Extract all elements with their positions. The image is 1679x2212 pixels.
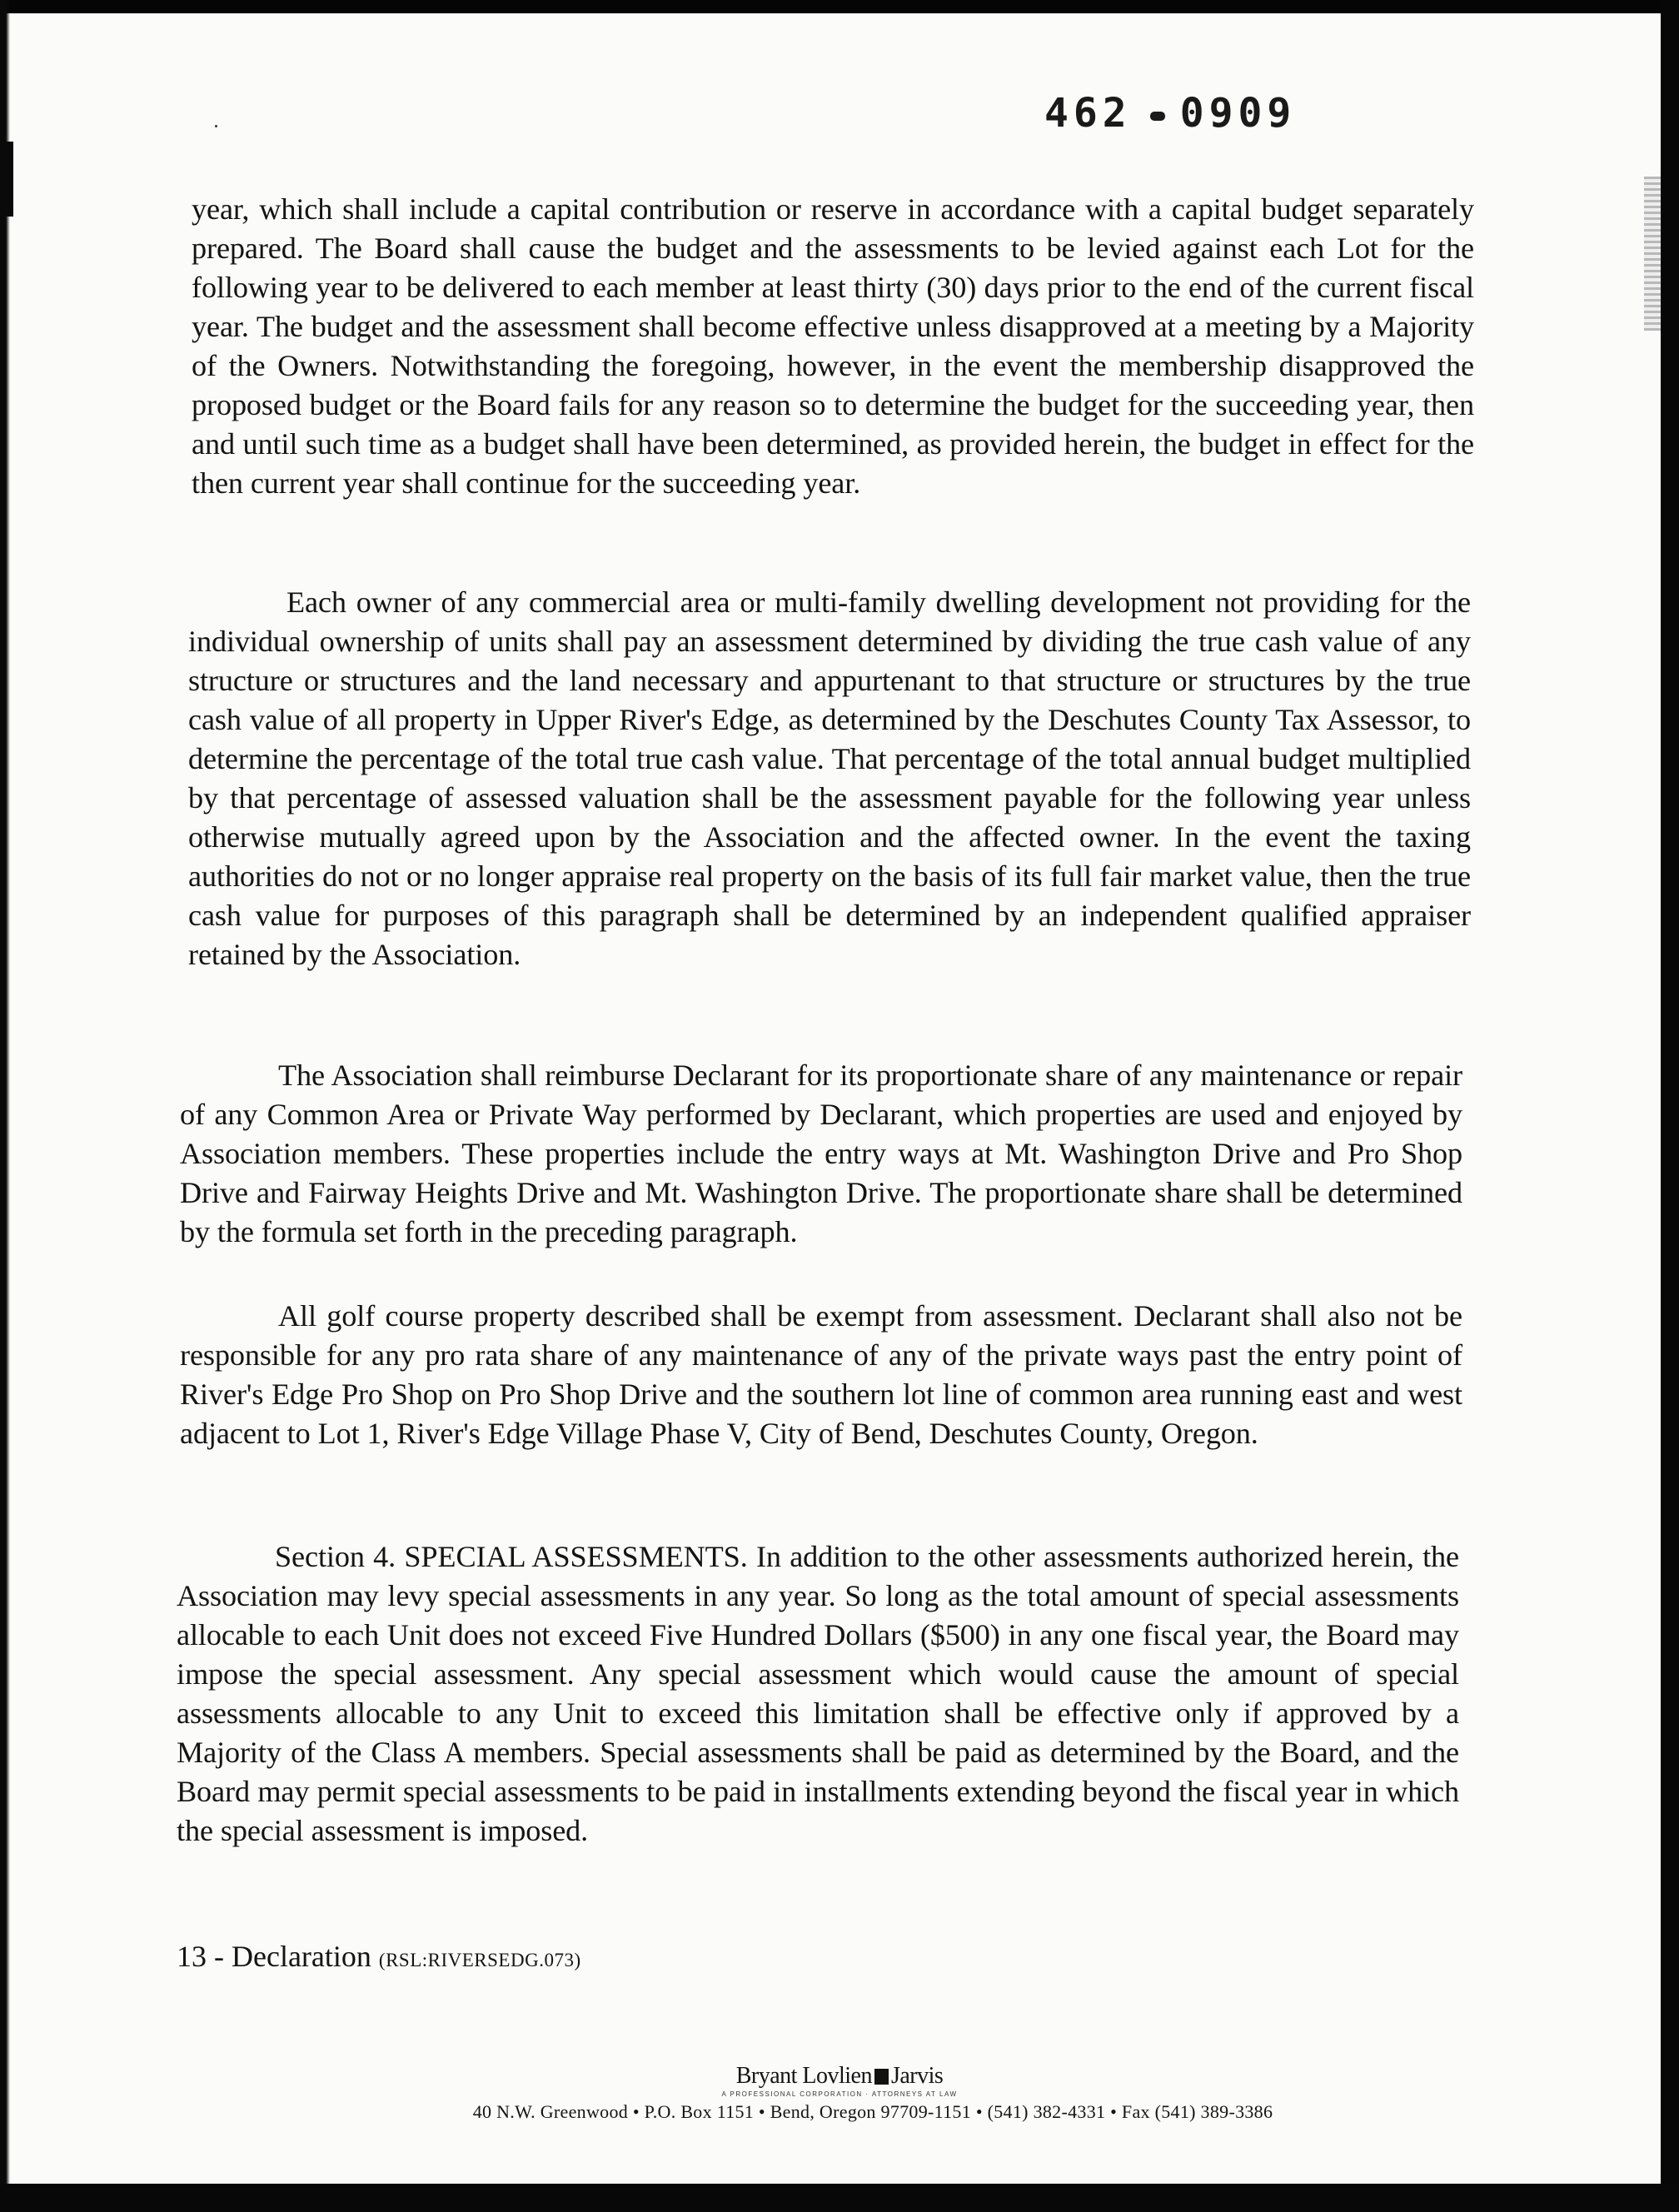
stamp-separator bbox=[1150, 112, 1165, 121]
paragraph-reimbursement: The Association shall reimburse Declarant for its proportionate share of any maintenance or repair of any Common Area or Private Way performed by Declarant, which properties are used and enjoyed by Association members. These properties include the entry ways at Mt. Washington Drive and Pro Shop Drive and Fairway Heights Drive and Mt. Washington Drive. The proportionate share shall be determined by the formula set forth in the preceding paragraph. bbox=[180, 1059, 1462, 1248]
firm-subtitle: A PROFESSIONAL CORPORATION · ATTORNEYS AT LAW bbox=[721, 2090, 958, 2098]
paragraph-golf-exemption: All golf course property described shall be exempt from assessment. Declarant shall also not be responsible for any pro rata share of any maintenance of any of the private ways past the entry point of River's Edge Pro Shop on Pro Shop Drive and the southern lot line of common area running east and west adjacent to Lot 1, River's Edge Village Phase V, City of Bend, Deschutes County, Oregon. bbox=[180, 1299, 1462, 1450]
paragraph-budget-continuation: year, which shall include a capital contribution or reserve in accordance with a capital budget separately prepared. The Board shall cause the budget and the assessments to be levied against each Lot for the following year to be delivered to each member at least thirty (30) days prior to the end of the current fiscal year. The budget and the assessment shall become effective unless disapproved at a meeting by a Majority of the Owners. Notwithstanding the foregoing, however, in the event the membership disapproved the proposed budget or the Board fails for any reason so to determine the budget for the succeeding year, then and until such time as a budget shall have been determined, as provided herein, the budget in effect for the then current year shall continue for the succeeding year. bbox=[192, 192, 1474, 500]
paragraph-special-assessments: Section 4. SPECIAL ASSESSMENTS. In addition to the other assessments authorized herein, the Association may levy special assessments in any year. So long as the total amount of special assessments allocable to each Unit does not exceed Five Hundred Dollars ($500) in any one fiscal year, the Board may impose the special assessment. Any special assessment which would cause the amount of special assessments allocable to any Unit to exceed this limitation shall be effective only if approved by a Majority of the Class A members. Special assessments shall be paid as determined by the Board, and the Board may permit special assessments to be paid in installments extending beyond the fiscal year in which the special assessment is imposed. bbox=[177, 1540, 1459, 1847]
stamp-book-number: 462 bbox=[1044, 90, 1132, 137]
scan-edge-top bbox=[0, 0, 1679, 13]
firm-address: 40 N.W. Greenwood • P.O. Box 1151 • Bend, Oregon 97709-1151 • (541) 382-4331 • Fax (541) 389-3386 bbox=[472, 2101, 1273, 2122]
scan-edge-bottom bbox=[0, 2184, 1679, 2212]
firm-logo-block-icon bbox=[874, 2069, 889, 2085]
firm-name-left: Bryant Lovlien bbox=[735, 2063, 872, 2089]
page-label: 13 - Declaration bbox=[177, 1940, 371, 1973]
firm-name-right: Jarvis bbox=[890, 2063, 944, 2089]
scan-edge-left-notch bbox=[0, 142, 13, 217]
scan-smudge bbox=[1644, 177, 1661, 331]
stamp-page-number: 0909 bbox=[1179, 90, 1297, 137]
file-reference: (RSL:RIVERSEDG.073) bbox=[378, 1950, 581, 1970]
scan-speck bbox=[215, 125, 217, 127]
paragraph-commercial-assessment: Each owner of any commercial area or multi-family dwelling development not providing for the individual ownership of units shall pay an assessment determined by dividing the true cash value of any structure or structures and the land necessary and appurtenant to that structure or structures by the true cash value of all property in Upper River's Edge, as determined by the Deschutes County Tax Assessor, to determine the percentage of the total true cash value. That percentage of the total annual budget multiplied by that percentage of assessed valuation shall be the assessment payable for the following year unless otherwise mutually agreed upon by the Association and the affected owner. In the event the taxing authorities do not or no longer appraise real property on the basis of its full fair market value, then the true cash value for purposes of this paragraph shall be determined by an independent qualified appraiser retained by the Association. bbox=[188, 585, 1471, 971]
recording-stamp bbox=[1044, 90, 1296, 137]
scan-edge-left bbox=[0, 0, 10, 2212]
firm-letterhead bbox=[0, 2064, 1679, 2124]
firm-name bbox=[0, 2064, 1679, 2089]
page-footer-reference bbox=[177, 1939, 581, 1974]
scan-edge-right bbox=[1661, 0, 1679, 2212]
